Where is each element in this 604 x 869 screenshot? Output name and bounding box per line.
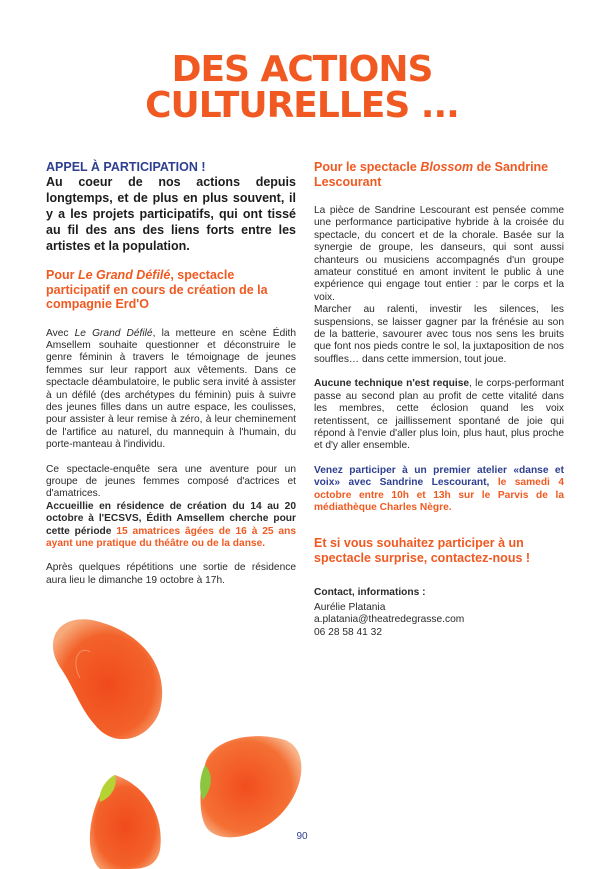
blossom-heading	[314, 160, 564, 189]
title-line-1: DES ACTIONS	[171, 49, 433, 90]
contact-phone: 06 28 58 41 32	[314, 626, 382, 638]
petal-bottom-left	[90, 775, 161, 869]
residency-paragraph	[46, 501, 296, 551]
blossom-heading-italic: Blossom	[420, 160, 474, 174]
blossom-paragraph-1: La pièce de Sandrine Lescourant est pensée comme une performance participative hybride à la croisée du spectacle, du concert et de la chorale. Basée sur la synergie de groupe, les danseurs, qui sont aussi chanteurs ou musiciens accompagnés d'un groupe amateur constitué en amont invitent le public à une expérience qui engage tout entier : par le corps et la voix.	[314, 205, 564, 303]
heading-pre: Pour	[46, 268, 78, 282]
right-column	[314, 160, 564, 639]
appeal-heading: APPEL À PARTICIPATION !	[46, 160, 206, 174]
petal-top-left	[53, 619, 162, 739]
grand-defile-paragraph-1	[46, 328, 296, 452]
surprise-heading: Et si vous souhaitez participer à un spectacle surprise, contactez-nous !	[314, 536, 531, 565]
left-column	[46, 160, 296, 587]
petal-right	[200, 736, 301, 837]
no-technique-rest: , le corps-performant passe au second plan au profit de cette vitalité dans les membres, cette éclosion quand les voix retentissent, ce jaillissement spontané de joie qui répond à l'envie d'aller plus loin, plus haut, plus proche et d'y aller ensemble.	[314, 378, 564, 452]
blossom-heading-pre: Pour le spectacle	[314, 160, 421, 174]
workshop-paragraph	[314, 465, 564, 515]
contact-block	[314, 587, 564, 639]
contact-label: Contact, informations :	[314, 587, 426, 599]
residency-orange: 15 amatrices âgées de 16 à 25 ans ayant une pratique du théâtre ou de la danse.	[46, 525, 296, 549]
grand-defile-heading	[46, 268, 296, 312]
page-title	[0, 49, 604, 126]
no-technique-bold: Aucune technique n'est requise	[314, 378, 470, 390]
residency-bold: Accueillie en résidence de création du 14 au 20 octobre à l'ECSVS, Édith Amsellem cherche pour cette période	[46, 500, 296, 537]
blossom-heading-post: de Sandrine Lescourant	[314, 160, 549, 189]
contact-name: Aurélie Platania	[314, 601, 386, 613]
flower-petals-illustration	[0, 600, 320, 869]
residency-exit-paragraph: Après quelques répétitions une sortie de résidence aura lieu le dimanche 19 octobre à 17h.	[46, 562, 296, 586]
workshop-orange: le samedi 4 octobre entre 10h et 13h sur le Parvis de la médiathèque Charles Nègre.	[314, 477, 564, 513]
workshop-bold: Venez participer à un premier atelier «danse et voix» avec Sandrine Lescourant,	[314, 464, 564, 489]
heading-italic: Le Grand Défilé	[77, 268, 171, 282]
heading-post: , spectacle participatif en cours de création de la compagnie Erd'O	[46, 268, 268, 311]
blossom-paragraph-3	[314, 378, 564, 452]
grand-defile-paragraph-2: Ce spectacle-enquête sera une aventure pour un groupe de jeunes femmes composé d'actrices et d'amatrices.	[46, 463, 296, 500]
intro-paragraph: Au coeur de nos actions depuis longtemps, et de plus en plus souvent, il y a les projets participatifs, qui ont tissé au fil des ans des liens forts entre les artistes et la population.	[46, 175, 296, 253]
title-line-2: CULTURELLES ...	[145, 85, 459, 126]
p1-post: , la metteure en scène Édith Amsellem souhaite questionner et déconstruire le genre féminin à travers le témoignage de jeunes femmes sur leur rapport aux vêtements. Dans ce spectacle déambulatoire, le public sera invité à assister à un défilé (des archétypes du féminin) puis à suivre des jeunes filles dans un autre espace, les coulisses, pour assister à leur remise à zéro, à leur cheminement de l'artifice au naturel, du mannequin à l'humain, du porte-manteau à l'individu.	[46, 327, 296, 451]
p1-pre: Avec	[46, 327, 75, 339]
page-number: 90	[296, 831, 308, 842]
p1-italic: Le Grand Défilé	[74, 327, 153, 339]
blossom-paragraph-2: Marcher au ralenti, investir les silences, les suspensions, se laisser gagner par la frénésie au son de la batterie, savourer avec tous nos sens les bruits que font nos pieds contre le sol, la juxtaposition de nos souffles… dans cette immersion, tout joue.	[314, 304, 564, 365]
contact-email[interactable]: a.platania@theatredegrasse.com	[314, 614, 465, 626]
